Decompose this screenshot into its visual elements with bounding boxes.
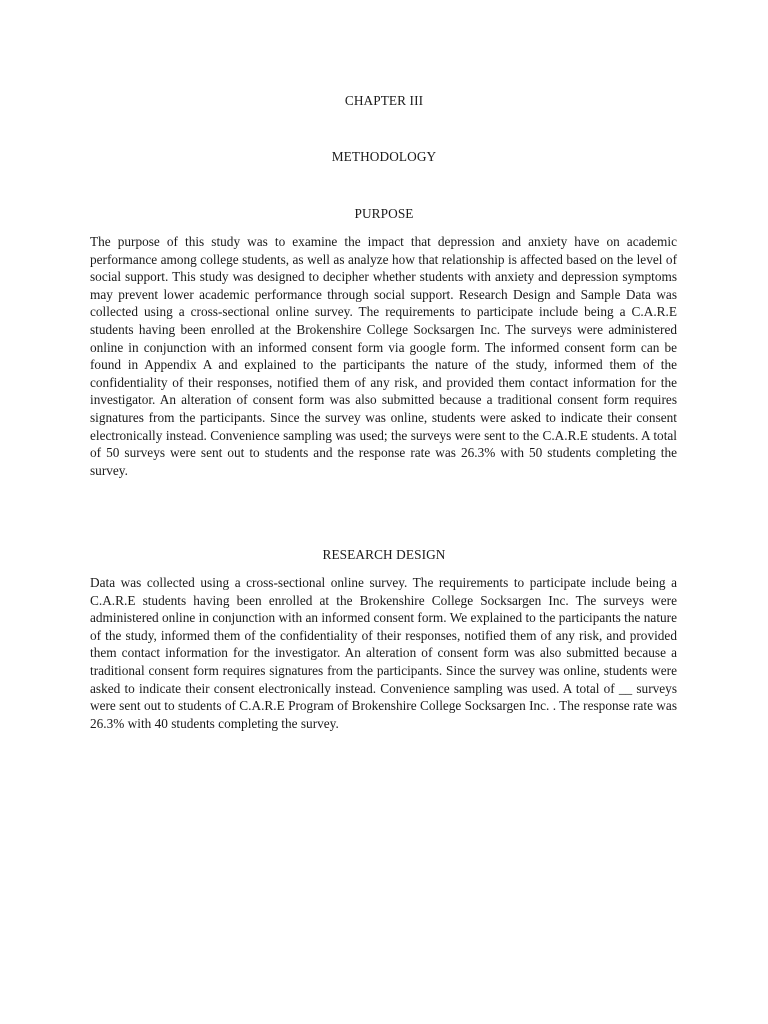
section-heading-research-design: RESEARCH DESIGN xyxy=(322,547,446,562)
chapter-heading: CHAPTER III xyxy=(344,93,424,108)
chapter-title: METHODOLOGY xyxy=(331,149,437,164)
section-body-research-design: Data was collected using a cross-sectional online survey. The requirements to participate include being a C.A.R.E students having been enrolled at the Brokenshire College Socksargen Inc. The surveys were administered online in conjunction with an informed consent form. We explained to the participants the nature of the study, informed them of the confidentiality of their responses, notified them of any risk, and provided them contact information for the investigator. An alteration of consent form was also submitted because a traditional consent form requires signatures from the participants. Since the survey was online, students were asked to indicate their consent electronically instead. Convenience sampling was used. A total of __ surveys were sent out to students of C.A.R.E Program of Brokenshire College Socksargen Inc. . The response rate was 26.3% with 40 students completing the survey. xyxy=(90,575,677,731)
section-heading-purpose: PURPOSE xyxy=(354,206,414,221)
section-body-purpose: The purpose of this study was to examine the impact that depression and anxiety have on academic performance among college students, as well as analyze how that relationship is affected based on the level of social support. This study was designed to decipher whether students with anxiety and depression symptoms may prevent lower academic performance through social support. Research Design and Sample Data was collected using a cross-sectional online survey. The requirements to participate include being a C.A.R.E students having been enrolled at the Brokenshire College Socksargen Inc. The surveys were administered online in conjunction with an informed consent form via google form. The informed consent form can be found in Appendix A and explained to the participants the nature of the study, informed them of the confidentiality of their responses, notified them of any risk, and provided them contact information for the investigator. An alteration of consent form was also submitted because a traditional consent form requires signatures from the participants. Since the survey was online, students were asked to indicate their consent electronically instead. Convenience sampling was used; the surveys were sent to the C.A.R.E students. A total of 50 surveys were sent out to students and the response rate was 26.3% with 50 students completing the survey. xyxy=(90,234,677,478)
